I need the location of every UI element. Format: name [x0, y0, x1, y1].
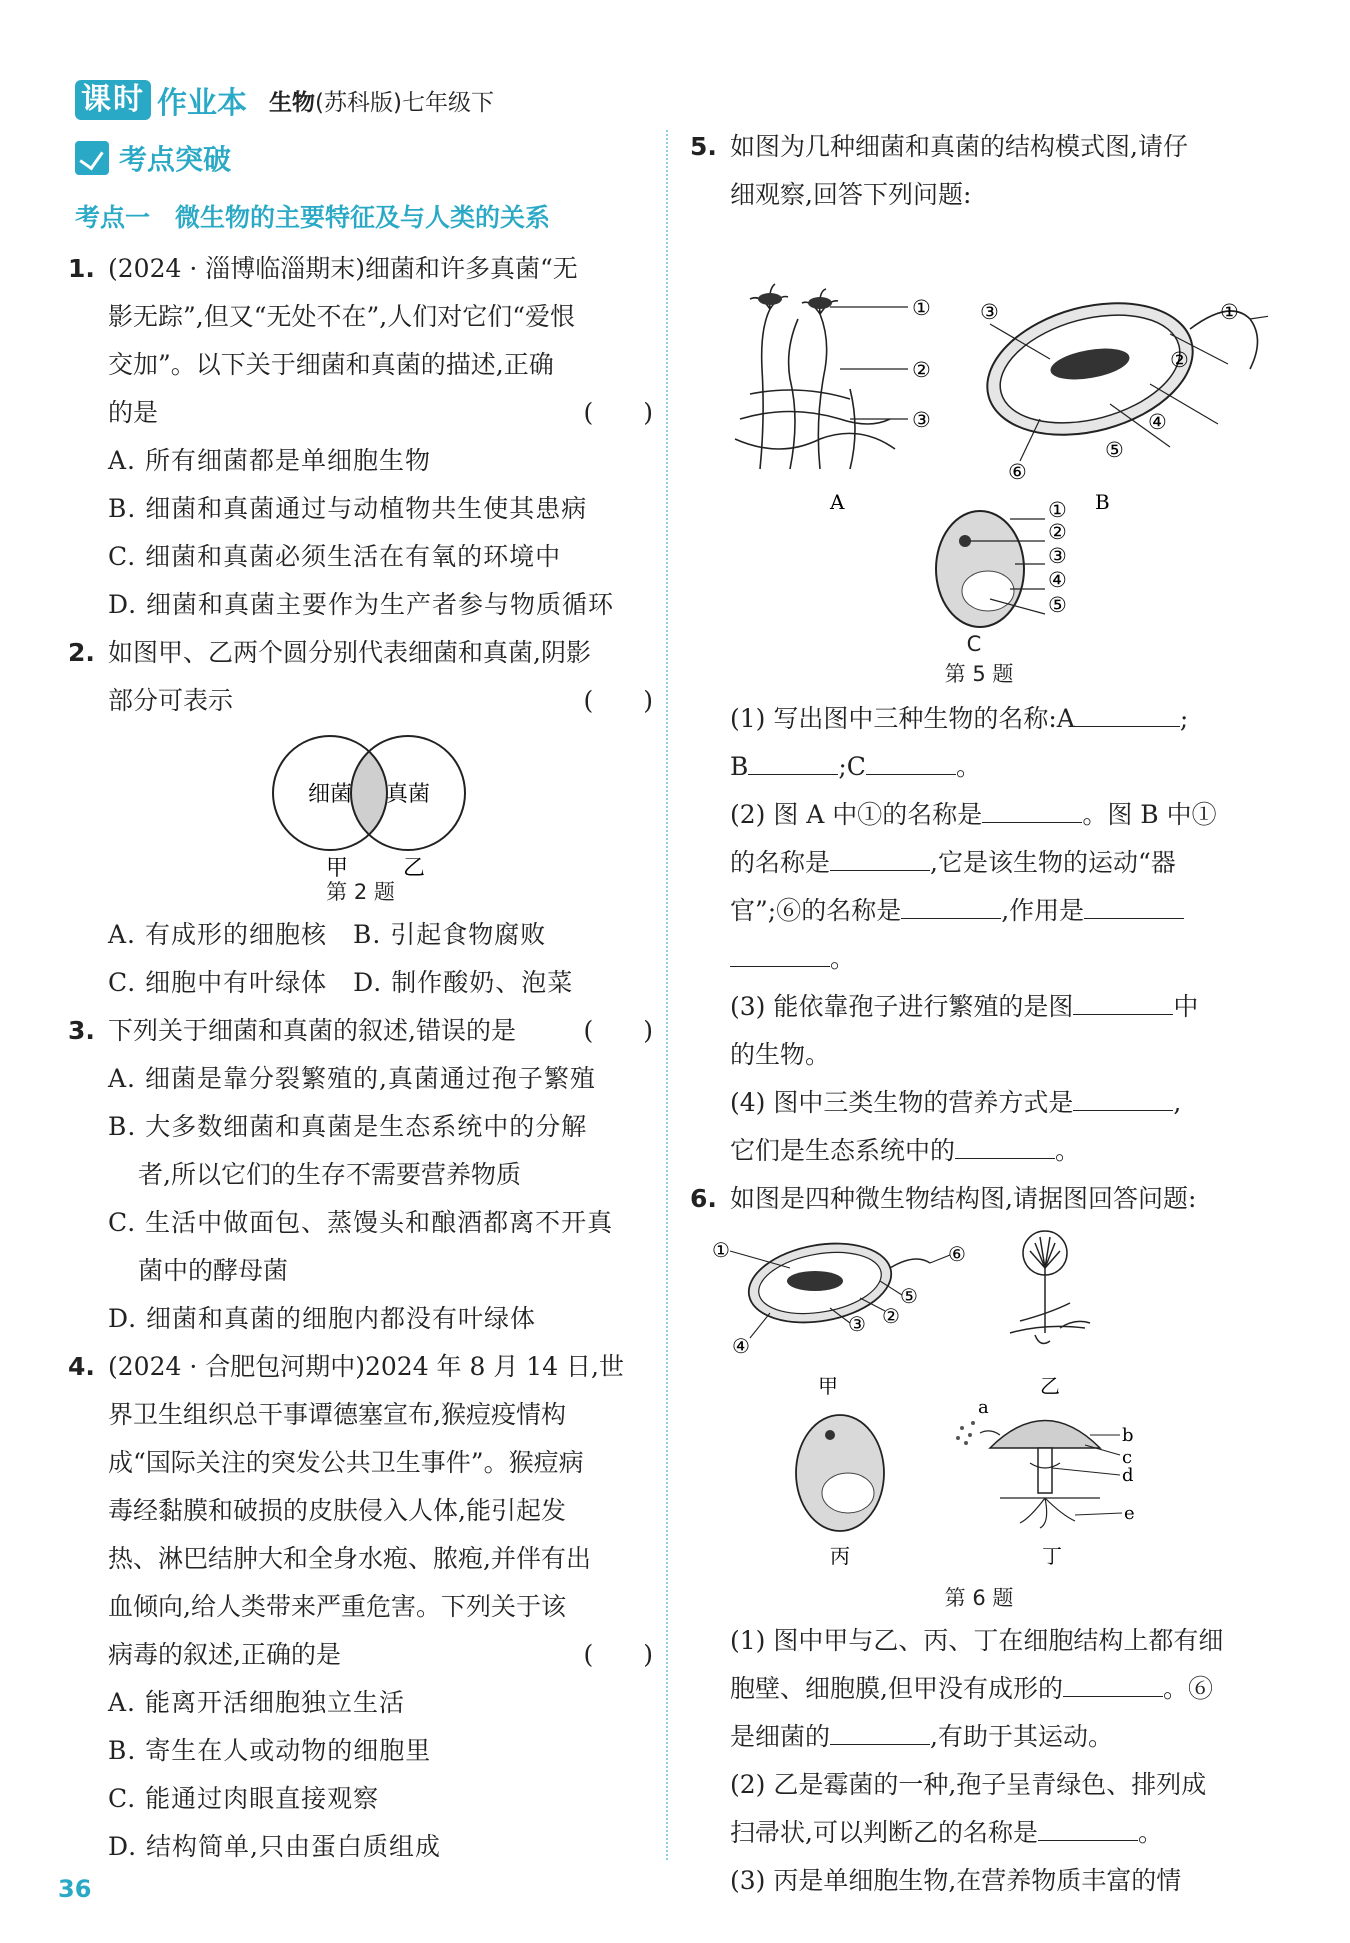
question-text: 如图为几种细菌和真菌的结构模式图,请仔 [730, 132, 1188, 161]
pencil-icon [75, 141, 109, 175]
label-ding: 丁 [1042, 1544, 1062, 1568]
question-text: 交加”。以下关于细菌和真菌的描述,正确 [108, 350, 554, 379]
option-b-cont: 者,所以它们的生存不需要营养物质 [138, 1160, 521, 1189]
question-number: 1. [68, 254, 95, 283]
q6-sub-2-cont: 扫帚状,可以判断乙的名称是 。 [690, 1809, 1268, 1857]
question-2 [68, 629, 653, 725]
label-b-3: ③ [980, 300, 999, 324]
label-c-3: ③ [1048, 544, 1067, 568]
answer-blank[interactable] [982, 792, 1082, 823]
label-b-5: ⑤ [1105, 438, 1124, 462]
section-title-text: 考点突破 [119, 143, 232, 176]
q5-sub-1: (1) 写出图中三种生物的名称:A ; [690, 695, 1268, 743]
option-a: A. 能离开活细胞独立生活 [108, 1688, 405, 1717]
label-jia-2: ② [882, 1304, 900, 1328]
section-title [75, 138, 231, 178]
label-c-1: ① [1048, 499, 1067, 522]
q5-sub-1-cont: B ;C 。 [690, 743, 1268, 791]
label-a-1: ① [912, 296, 931, 320]
answer-blank[interactable] [1073, 1080, 1173, 1111]
q5-sub-3: (3) 能依靠孢子进行繁殖的是图 中 [690, 983, 1268, 1031]
mushroom-illustration [956, 1421, 1100, 1529]
option-c: C. 细菌和真菌必须生活在有氧的环境中 [108, 542, 562, 571]
answer-blank[interactable] [866, 744, 956, 775]
question-6 [690, 1175, 1268, 1223]
answer-paren: ( ) [583, 686, 653, 715]
label-c-5: ⑤ [1048, 593, 1067, 617]
question-number: 6. [690, 1184, 717, 1213]
label-yi: 乙 [1040, 1374, 1060, 1398]
answer-blank[interactable] [830, 1714, 930, 1745]
figure-caption: 第 5 题 [944, 662, 1014, 686]
answer-blank[interactable] [955, 1128, 1055, 1159]
question-number: 2. [68, 638, 95, 667]
question-text: 影无踪”,但又“无处不在”,人们对它们“爱恨 [108, 302, 576, 331]
question-number: 3. [68, 1016, 95, 1045]
label-b-4: ④ [1148, 410, 1167, 434]
mold-illustration [735, 284, 895, 469]
circle-label-fungi: 真菌 [386, 782, 431, 807]
penicillium-illustration [1010, 1231, 1090, 1343]
answer-blank[interactable] [1038, 1810, 1138, 1841]
option-d: D. 结构简单,只由蛋白质组成 [108, 1832, 441, 1861]
figure-caption: 第 6 题 [944, 1586, 1014, 1610]
label-c: c [1122, 1447, 1133, 1468]
question-4 [68, 1343, 653, 1679]
question-text: 病毒的叙述,正确的是 ( ) [108, 1631, 653, 1679]
q6-sub-1-cont: 胞壁、细胞膜,但甲没有成形的 。⑥ [690, 1665, 1268, 1713]
topic-heading: 考点一 微生物的主要特征及与人类的关系 [75, 203, 551, 232]
label-jia: 甲 [818, 1374, 838, 1398]
label-c-4: ④ [1048, 568, 1067, 592]
answer-blank[interactable] [1073, 984, 1173, 1015]
q6-sub-3: (3) 丙是单细胞生物,在营养物质丰富的情 [730, 1866, 1182, 1895]
option-b: B. 大多数细菌和真菌是生态系统中的分解 [108, 1112, 588, 1141]
q6-sub-1: (1) 图中甲与乙、丙、丁在细胞结构上都有细 [730, 1626, 1224, 1655]
label-a-3: ③ [912, 408, 931, 432]
option-d: D. 细菌和真菌的细胞内都没有叶绿体 [108, 1304, 537, 1333]
question-3 [68, 1007, 653, 1055]
label-b-1: ① [1220, 300, 1239, 324]
label-bing: 丙 [830, 1544, 850, 1568]
label-jia-4: ④ [732, 1334, 750, 1358]
page-number: 36 [58, 1875, 92, 1903]
answer-paren: ( ) [583, 1016, 653, 1045]
q5-sub-3-cont: 的生物。 [730, 1040, 831, 1069]
figure-caption: 第 2 题 [326, 880, 395, 904]
question-text: 部分可表示 ( ) [108, 677, 653, 725]
label-jia-5: ⑤ [900, 1284, 918, 1308]
option-d: D. 细菌和真菌主要作为生产者参与物质循环 [108, 590, 615, 619]
label-jia-3: ③ [848, 1312, 866, 1336]
question-text: 热、淋巴结肿大和全身水疱、脓疱,并伴有出 [108, 1544, 591, 1573]
answer-blank[interactable] [1063, 1666, 1163, 1697]
q6-sub-2: (2) 乙是霉菌的一种,孢子呈青绿色、排列成 [730, 1770, 1207, 1799]
question-text: 如图是四种微生物结构图,请据图回答问题: [730, 1184, 1197, 1213]
label-e: e [1124, 1503, 1135, 1524]
figure-label-c: C [966, 632, 982, 656]
label-jia-6: ⑥ [948, 1242, 966, 1266]
answer-blank[interactable] [901, 888, 1001, 919]
answer-blank[interactable] [1075, 696, 1180, 727]
label-d: d [1122, 1465, 1134, 1486]
label-jia: 甲 [326, 856, 349, 881]
question-text: 细观察,回答下列问题: [730, 180, 972, 209]
left-column [68, 245, 653, 1871]
option-c-cont: 菌中的酵母菌 [138, 1256, 289, 1285]
question-5 [690, 123, 1268, 219]
question-number: 5. [690, 132, 717, 161]
logo-zuoyeben: 作业本 [157, 86, 247, 121]
option-row: A. 有成形的细胞核 B. 引起食物腐败 [108, 920, 547, 949]
logo-keshi: 课时 [75, 80, 151, 120]
option-a: A. 细菌是靠分裂繁殖的,真菌通过孢子繁殖 [108, 1064, 596, 1093]
label-c-2: ② [1048, 520, 1067, 544]
figure-6 [690, 1223, 1268, 1583]
question-number: 4. [68, 1352, 95, 1381]
option-a: A. 所有细菌都是单细胞生物 [108, 446, 431, 475]
label-b-2: ② [1170, 348, 1189, 372]
answer-blank[interactable] [830, 840, 930, 871]
label-b: b [1122, 1425, 1134, 1446]
question-text: (2024 · 合肥包河期中)2024 年 8 月 14 日,世 [108, 1352, 624, 1381]
question-text: 下列关于细菌和真菌的叙述,错误的是 ( ) [108, 1007, 653, 1055]
yeast-bing-illustration [796, 1415, 884, 1531]
circle-label-bacteria: 细菌 [308, 782, 353, 807]
question-text: 的是 ( ) [108, 389, 653, 437]
option-c: C. 能通过肉眼直接观察 [108, 1784, 380, 1813]
q5-sub-2: (2) 图 A 中①的名称是 。图 B 中① [690, 791, 1268, 839]
question-text: 血倾向,给人类带来严重危害。下列关于该 [108, 1592, 566, 1621]
q5-sub-4-cont: 它们是生态系统中的 。 [690, 1127, 1268, 1175]
answer-blank[interactable] [730, 936, 830, 967]
label-jia-1: ① [712, 1238, 730, 1262]
label-a: a [978, 1397, 989, 1418]
label-yi: 乙 [403, 856, 426, 881]
figure-label-a: A [830, 490, 845, 514]
bacterium-illustration [973, 282, 1258, 456]
question-text: (2024 · 淄博临淄期末)细菌和许多真菌“无 [108, 254, 578, 283]
option-c: C. 生活中做面包、蒸馒头和酿酒都离不开真 [108, 1208, 614, 1237]
figure-label-b: B [1095, 490, 1110, 514]
label-a-2: ② [912, 358, 931, 382]
q5-sub-2-cont: 官”;⑥的名称是 ,作用是 [690, 887, 1268, 935]
right-column [690, 123, 1268, 1905]
option-row: C. 细胞中有叶绿体 D. 制作酸奶、泡菜 [108, 968, 574, 997]
answer-blank[interactable] [1084, 888, 1184, 919]
bacterium-jia-illustration [742, 1233, 930, 1333]
question-text: 毒经黏膜和破损的皮肤侵入人体,能引起发 [108, 1496, 566, 1525]
page-header [75, 78, 494, 122]
question-text: 成“国际关注的突发公共卫生事件”。猴痘病 [108, 1448, 584, 1477]
question-1 [68, 245, 653, 437]
option-b: B. 细菌和真菌通过与动植物共生使其患病 [108, 494, 588, 523]
answer-paren: ( ) [583, 398, 653, 427]
yeast-illustration [936, 511, 1024, 627]
column-divider [666, 130, 668, 1860]
answer-paren: ( ) [583, 1640, 653, 1669]
q5-sub-2-cont: 的名称是 ,它是该生物的运动“器 [690, 839, 1268, 887]
question-text: 界卫生组织总干事谭德塞宣布,猴痘疫情构 [108, 1400, 566, 1429]
q5-sub-4: (4) 图中三类生物的营养方式是 , [690, 1079, 1268, 1127]
q5-sub-2-cont: 。 [690, 935, 1268, 983]
label-b-6: ⑥ [1008, 460, 1027, 484]
answer-blank[interactable] [748, 744, 838, 775]
option-b: B. 寄生在人或动物的细胞里 [108, 1736, 432, 1765]
venn-diagram [68, 725, 653, 885]
subject-label: 生物(苏科版)七年级下 [269, 89, 494, 116]
question-text: 如图甲、乙两个圆分别代表细菌和真菌,阴影 [108, 638, 591, 667]
q6-sub-1-cont: 是细菌的 ,有助于其运动。 [690, 1713, 1268, 1761]
